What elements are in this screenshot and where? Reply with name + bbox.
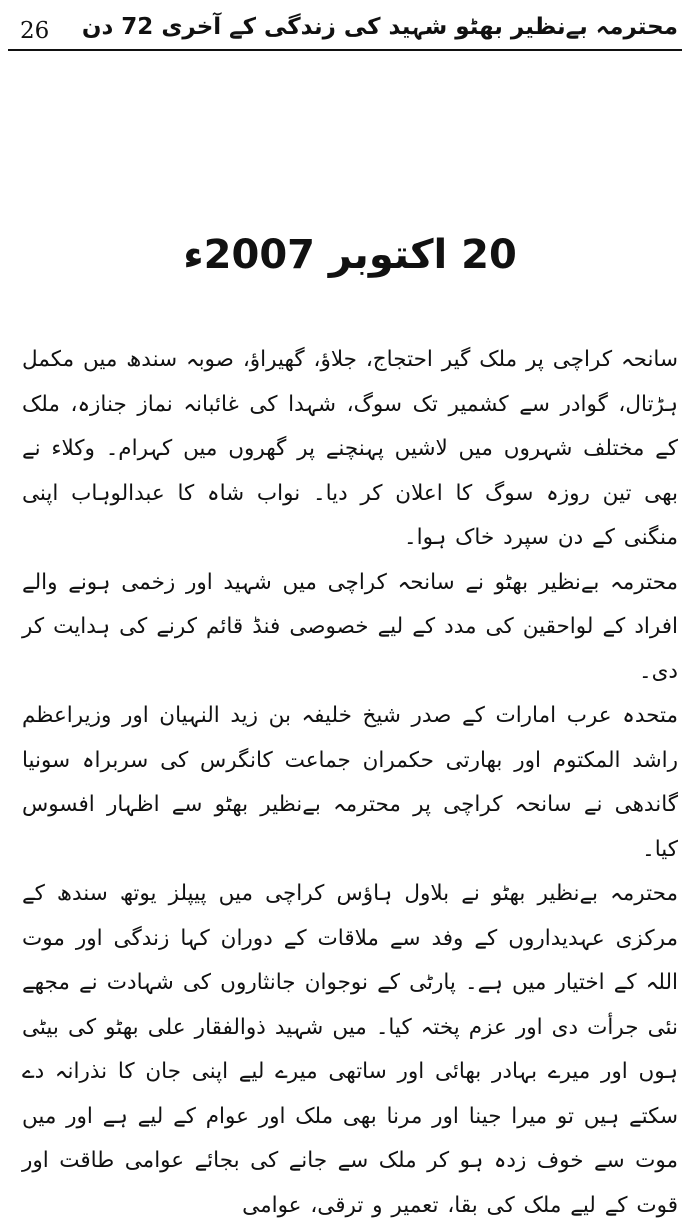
paragraph: سانحہ کراچی پر ملک گیر احتجاج، جلاؤ، گھیراؤ، صوبہ سندھ میں مکمل ہڑتال، گوادر سے کشمیر تک سوگ، شہدا کی غائبانہ نماز جنازہ، ملک کے مختلف شہروں میں لاشیں پہنچنے پر گھروں میں کہرام۔ وکلاء نے بھی تین روزہ سوگ کا اعلان کر دیا۔ نواب شاہ کا عبدالوہاب اپنی منگنی کے دن سپرد خاک ہوا۔: [22, 347, 678, 550]
paragraph: محترمہ بےنظیر بھٹو نے بلاول ہاؤس کراچی میں پیپلز یوتھ سندھ کے مرکزی عہدیداروں کے وفد سے ملاقات کے دوران کہا زندگی اور موت اللہ کے اختیار میں ہے۔ پارٹی کے نوجوان جانثاروں کی شہادت نے مجھے نئی جرأت دی اور عزم پختہ کیا۔ میں شہید ذوالفقار علی بھٹو کی بیٹی ہوں اور میرے بہادر بھائی اور ساتھی میرے لیے اپنی جان کا نذرانہ دے سکتے ہیں تو میرا جینا اور مرنا بھی ملک اور عوام کے لیے ہے اور میں موت سے خوف زدہ ہو کر ملک سے جانے کی بجائے عوامی طاقت اور قوت کے لیے ملک کی بقا، تعمیر و ترقی، عوامی: [22, 881, 678, 1218]
page-header: [8, 14, 682, 50]
running-title: محترمہ بےنظیر بھٹو شہید کی زندگی کے آخری 72 دن: [81, 14, 678, 40]
chapter-title: 20 اکتوبر 2007ء: [183, 232, 517, 278]
paragraph: متحدہ عرب امارات کے صدر شیخ خلیفہ بن زید النہیان اور وزیراعظم راشد المکتوم اور بھارتی حکمران جماعت کانگرس کی سربراہ سونیا گاندھی نے سانحہ کراچی پر محترمہ بےنظیر بھٹو سے اظہار افسوس کیا۔: [22, 703, 678, 862]
page-number: 26: [20, 18, 50, 44]
body-text: [22, 338, 678, 1228]
paragraph: محترمہ بےنظیر بھٹو نے سانحہ کراچی میں شہید اور زخمی ہونے والے افراد کے لواحقین کی مدد کے لیے خصوصی فنڈ قائم کرنے کی ہدایت کر دی۔: [22, 569, 678, 684]
header-rule: [8, 49, 682, 51]
